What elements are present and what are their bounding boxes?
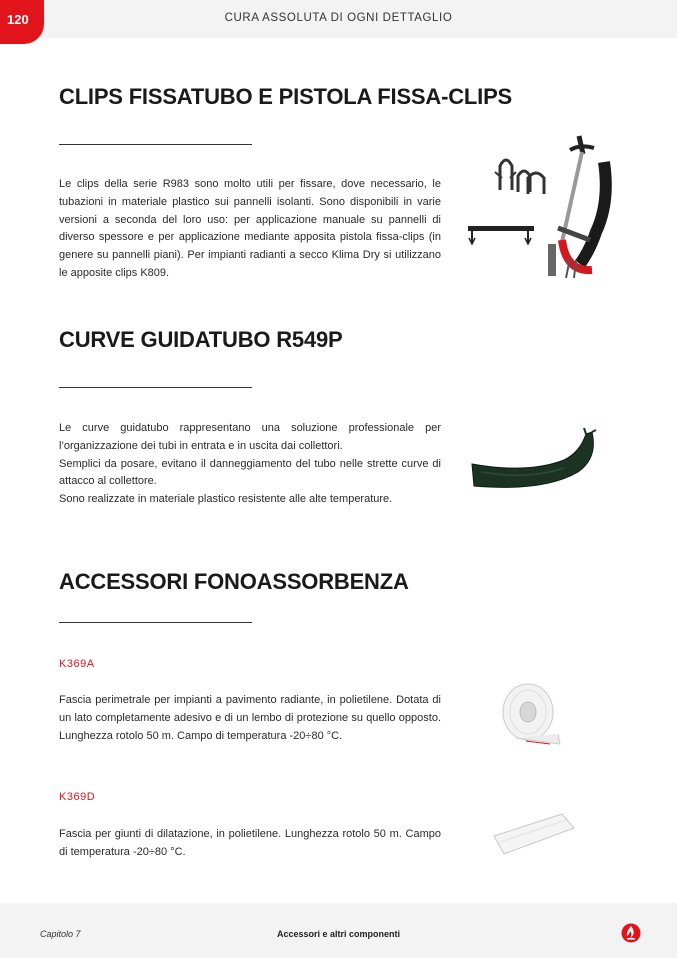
- product-code: K369A: [59, 658, 95, 670]
- section-title-fono: ACCESSORI FONOASSORBENZA: [59, 569, 409, 594]
- text-line: Sono realizzate in materiale plastico resistente alle alte temperature.: [59, 493, 393, 506]
- section-title-clips: CLIPS FISSATUBO E PISTOLA FISSA-CLIPS: [59, 84, 513, 109]
- header-title: CURA ASSOLUTA DI OGNI DETTAGLIO: [224, 12, 453, 24]
- text-line: Le curve guidatubo rappresentano una soluzione professionale per l’organizzazione dei tubi in entrata e in uscita dai collettori.: [59, 422, 441, 452]
- perimeter-strip-roll-image: [498, 680, 564, 748]
- product-text: Fascia perimetrale per impianti a pavimento radiante, in polietilene. Dotata di un lato completamente adesivo e di un lembo di protezione su quello opposto. Lunghezza rotolo 50 m. Campo di temperatura -20÷80 °C.: [59, 694, 441, 742]
- text-line: Semplici da posare, evitano il danneggiamento del tubo nelle strette curve di attacco al collettore.: [59, 457, 441, 488]
- section-text-curve: [59, 420, 441, 509]
- section-divider: [59, 144, 252, 145]
- section-divider: [59, 387, 252, 388]
- footer-chapter: Capitolo 7: [40, 929, 81, 939]
- expansion-joint-strip-image: [490, 808, 576, 858]
- flame-logo-icon: [621, 923, 641, 943]
- section-divider: [59, 622, 252, 623]
- section-text-clips: Le clips della serie R983 sono molto utili per fissare, dove necessario, le tubazioni in materiale plastico sui pannelli isolanti. Sono disponibili in varie versioni a seconda del loro uso: per applicazione manuale su pannelli di diverso spessore e per applicazione mediante apposita pistola fissa-clips (in genere su pannelli piani). Per impianti radianti a secco Klima Dry si utilizzano le apposite clips K809.: [59, 178, 441, 279]
- clips-and-gun-image: [462, 132, 622, 282]
- curve-guide-image: [468, 428, 604, 496]
- product-code: K369D: [59, 791, 96, 803]
- footer-bar: [0, 903, 677, 958]
- page-number: 120: [0, 0, 44, 44]
- product-text: Fascia per giunti di dilatazione, in polietilene. Lunghezza rotolo 50 m. Campo di temperatura -20÷80 °C.: [59, 828, 441, 858]
- footer-section: Accessori e altri componenti: [276, 929, 401, 939]
- section-title-curve: CURVE GUIDATUBO R549P: [59, 327, 343, 352]
